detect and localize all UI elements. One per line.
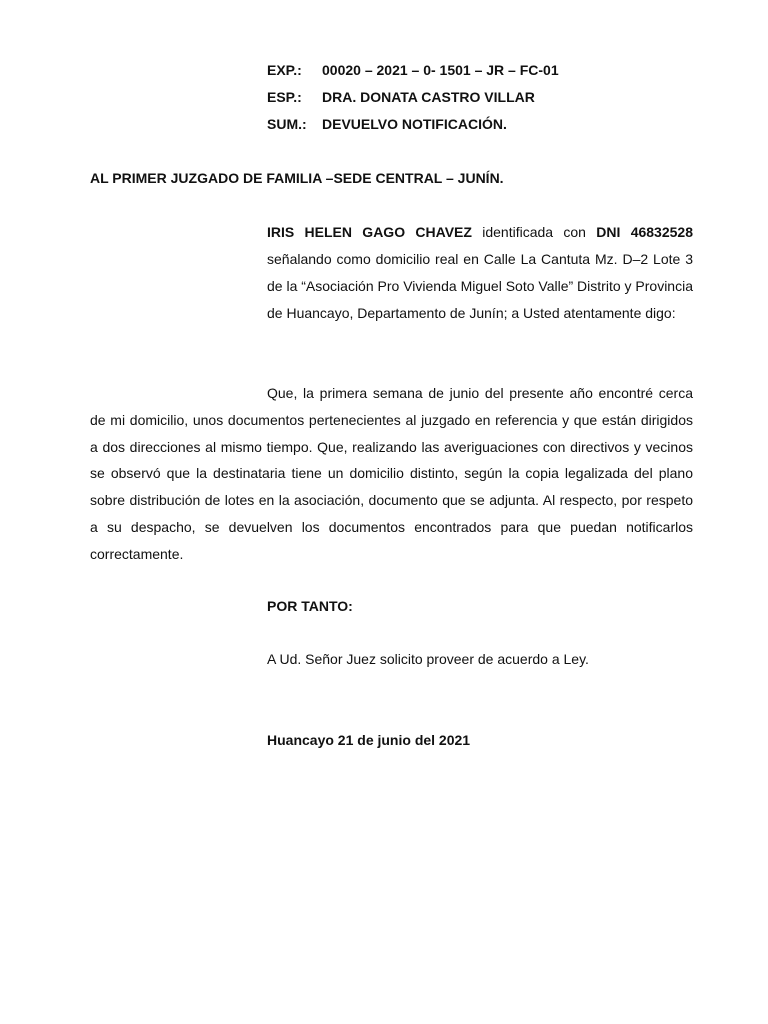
request-line: A Ud. Señor Juez solicito proveer de acuerdo a Ley. bbox=[267, 651, 589, 667]
exp-line bbox=[267, 62, 559, 78]
intro-rest: señalando como domicilio real en Calle La Cantuta Mz. D–2 Lote 3 de la “Asociación Pro Vivienda Miguel Soto Valle” Distrito y Provincia de Huancayo, Departamento de Junín; a Usted atentamente digo: bbox=[267, 251, 693, 321]
addressee-line: AL PRIMER JUZGADO DE FAMILIA –SEDE CENTRAL – JUNÍN. bbox=[90, 170, 504, 186]
esp-value: DRA. DONATA CASTRO VILLAR bbox=[322, 89, 535, 105]
sum-label: SUM.: bbox=[267, 116, 307, 132]
place-date-line: Huancayo 21 de junio del 2021 bbox=[267, 732, 471, 748]
petitioner-name: IRIS HELEN GAGO CHAVEZ bbox=[267, 224, 472, 240]
por-tanto-heading: POR TANTO: bbox=[267, 598, 353, 614]
esp-label: ESP.: bbox=[267, 89, 302, 105]
exp-value: 00020 – 2021 – 0- 1501 – JR – FC-01 bbox=[322, 62, 559, 78]
intro-paragraph bbox=[267, 219, 693, 327]
body-paragraph: Que, la primera semana de junio del presente año encontré cerca de mi domicilio, unos documentos pertenecientes al juzgado en referencia y que están dirigidos a dos direcciones al mismo tiempo. Que, realizando las averiguaciones con directivos y vecinos se observó que la destinataria tiene un domicilio distinto, según la copia legalizada del plano sobre distribución de lotes en la asociación, documento que se adjunta. Al respecto, por respeto a su despacho, se devuelven los documentos encontrados para que puedan notificarlos correctamente. bbox=[90, 385, 693, 562]
identified-text: identificada con bbox=[471, 224, 597, 240]
sum-value: DEVUELVO NOTIFICACIÓN. bbox=[322, 116, 507, 132]
esp-line bbox=[267, 89, 535, 105]
sum-line bbox=[267, 116, 507, 132]
exp-label: EXP.: bbox=[267, 62, 302, 78]
dni-number: DNI 46832528 bbox=[596, 224, 693, 240]
